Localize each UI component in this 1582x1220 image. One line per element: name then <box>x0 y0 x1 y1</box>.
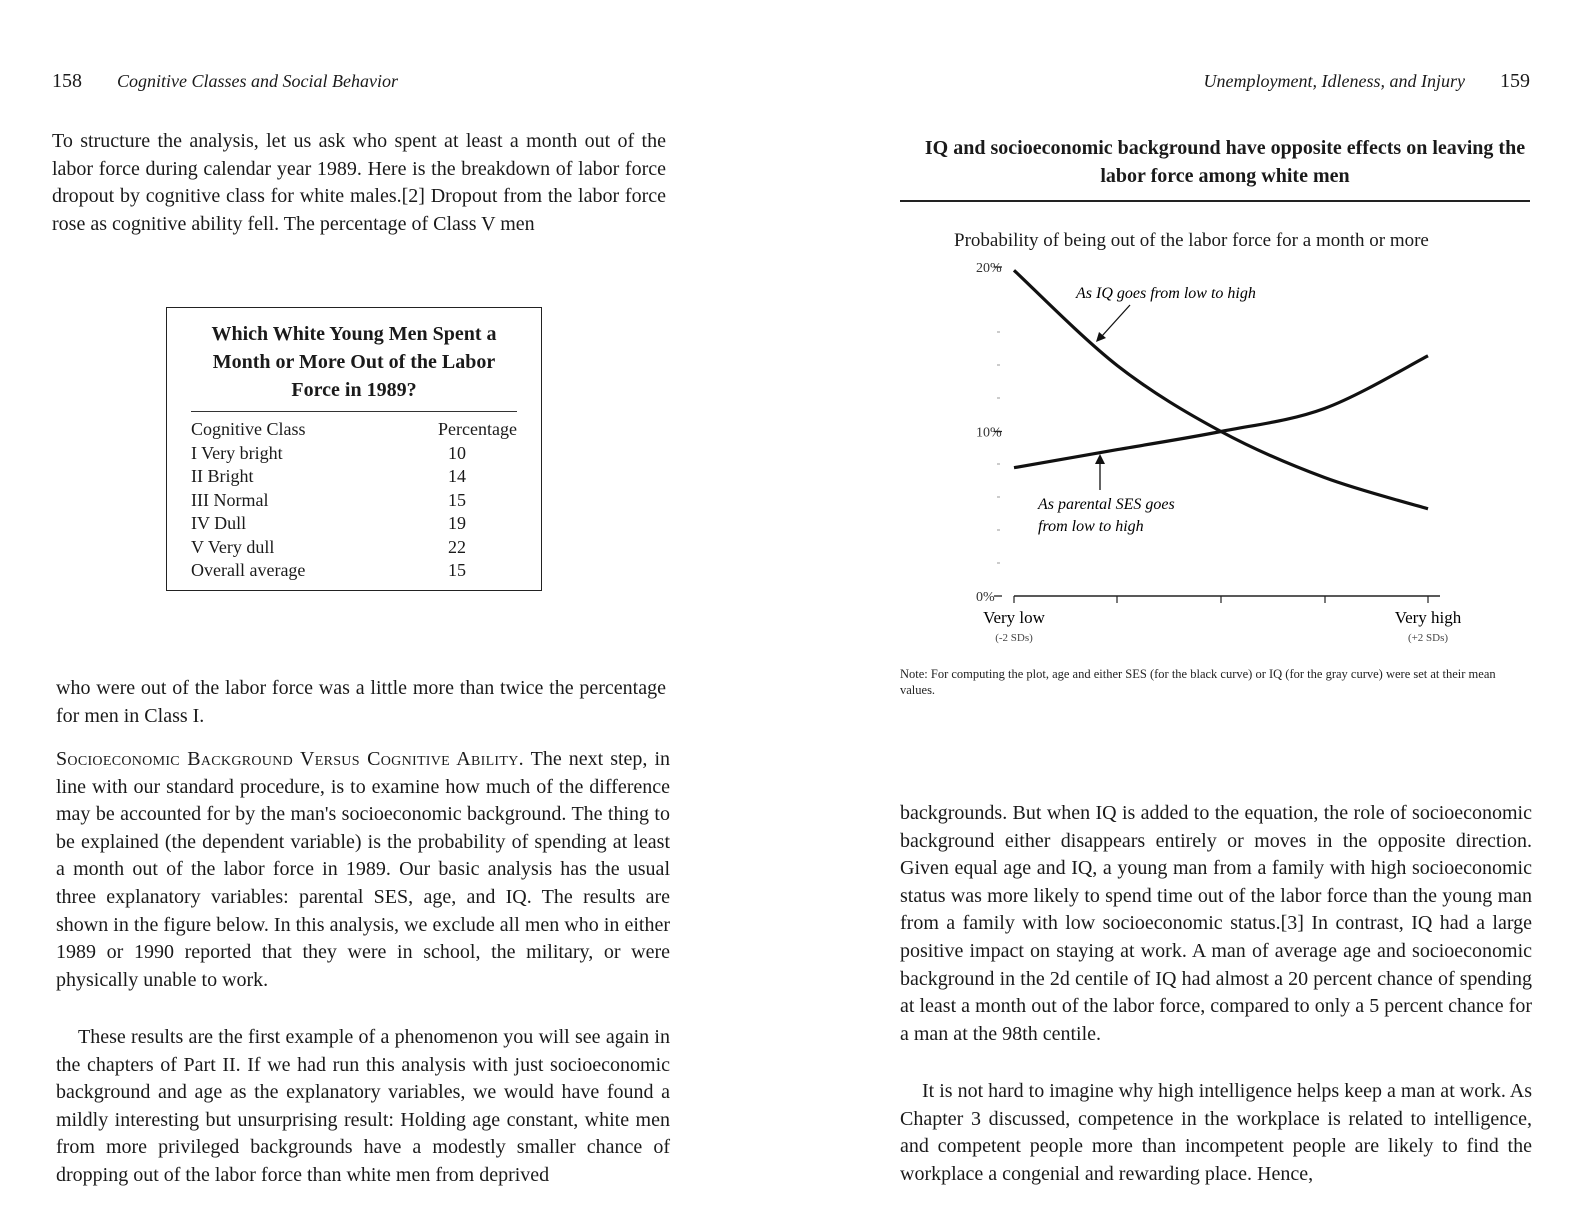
left-running-head <box>52 70 398 93</box>
left-paragraph-3 <box>56 746 670 994</box>
ses-arrow-head <box>1095 454 1105 464</box>
row-label: II Bright <box>191 466 254 486</box>
row-value: 14 <box>448 466 466 486</box>
left-page-number: 158 <box>52 70 82 92</box>
row-value: 10 <box>448 442 466 463</box>
x-tick-label-low: Very low <box>983 608 1045 627</box>
right-paragraph-1: backgrounds. But when IQ is added to the equation, the role of socioeconomic background either disappears entirely or moves in the opposite direction. Given equal age and IQ, a young man from a family with high socioeconomic status was more likely to spend time out of the labor force than the young man from a family with low socioeconomic status.[3] In contrast, IQ had a large positive impact on staying at work. A man of average age and socioeconomic background in the 2d centile of IQ had almost a 20 percent chance of spending at least a month out of the labor force, compared to only a 5 percent chance for a man at the 98th centile. <box>900 802 1532 1045</box>
left-running-title: Cognitive Classes and Social Behavior <box>117 71 398 91</box>
x-tick-sub-low: (-2 SDs) <box>995 632 1033 644</box>
col-header-percentage: Percentage <box>438 419 517 439</box>
row-label: V Very dull <box>191 536 275 557</box>
table-title: Which White Young Men Spent a Month or More Out of the Labor Force in 1989? <box>211 323 497 401</box>
figure-note: Note: For computing the plot, age and either SES (for the black curve) or IQ (for the gray curve) were set at their mean values. <box>900 667 1496 697</box>
left-paragraph-1: To structure the analysis, let us ask who spent at least a month out of the labor force during calendar year 1989. Here is the breakdown of labor force dropout by cognitive class for white males.[2] Dropout from the labor force rose as cognitive ability fell. The percentage of Class V men <box>52 130 666 235</box>
row-value: 19 <box>448 513 466 533</box>
row-value: 22 <box>448 536 466 557</box>
table-row <box>191 512 517 536</box>
table-row <box>191 442 517 466</box>
row-value: 15 <box>448 560 466 580</box>
col-header-class: Cognitive Class <box>191 419 306 439</box>
table-row <box>191 536 517 560</box>
left-paragraph-4: These results are the first example of a phenomenon you will see again in the chapters of Part II. If we had run this analysis with just socioeconomic background and age as the explanatory variables, we would have found a mildly interesting but unsurprising result: Holding age constant, white men from more privileged backgrounds have a modestly smaller chance of dropping out of the labor force than white men from deprived <box>56 1026 670 1186</box>
ses-annotation-line-1: As parental SES goes <box>1038 496 1175 513</box>
table-rule <box>191 411 517 412</box>
row-label: Overall average <box>191 560 306 580</box>
table-row <box>191 559 517 583</box>
left-page <box>0 0 720 1220</box>
figure-title: IQ and socioeconomic background have opposite effects on leaving the labor force among white men <box>924 137 1526 187</box>
table-row <box>191 489 517 513</box>
left-paragraph-2: who were out of the labor force was a little more than twice the percentage for men in Class I. <box>56 677 666 727</box>
y-tick-label: 20% <box>976 261 1002 276</box>
row-label: IV Dull <box>191 513 247 533</box>
row-value: 15 <box>448 489 466 510</box>
right-page-number: 159 <box>1500 70 1530 92</box>
x-tick-label-high: Very high <box>1394 608 1462 627</box>
ses-annotation-line-2: from low to high <box>1038 518 1144 535</box>
iq-annotation-arrow <box>1102 305 1130 336</box>
y-tick-label: 0% <box>976 590 995 605</box>
labor-force-chart <box>880 250 1560 660</box>
dropout-table-box <box>166 307 542 591</box>
right-running-head <box>1204 70 1530 93</box>
dropout-table <box>191 418 517 583</box>
section-heading: Socioeconomic Background Versus Cognitive Ability. <box>56 748 524 770</box>
iq-annotation: As IQ goes from low to high <box>1076 285 1256 302</box>
row-label: III Normal <box>191 489 269 510</box>
right-running-title: Unemployment, Idleness, and Injury <box>1203 71 1465 91</box>
figure-subtitle: Probability of being out of the labor force for a month or more <box>954 230 1429 251</box>
x-tick-sub-high: (+2 SDs) <box>1407 632 1449 644</box>
figure-rule <box>900 200 1530 202</box>
table-header-row <box>191 418 517 442</box>
table-row <box>191 465 517 489</box>
ses-series-line <box>1014 356 1428 468</box>
y-tick-label: 10% <box>976 425 1002 441</box>
row-label: I Very bright <box>191 442 283 463</box>
right-page <box>880 0 1582 1220</box>
left-paragraph-3-text: The next step, in line with our standard procedure, is to examine how much of the difference may be accounted for by the man's socioeconomic background. The thing to be explained (the dependent variable) is the probability of spending at least a month out of the labor force in 1989. Our basic analysis has the usual three explanatory variables: parental SES, age, and IQ. The results are shown in the figure below. In this analysis, we exclude all men who in either 1989 or 1990 reported that they were in school, the military, or were physically unable to work. <box>56 748 670 991</box>
right-paragraph-2: It is not hard to imagine why high intelligence helps keep a man at work. As Chapter 3 discussed, competence in the workplace is related to intelligence, and competent people more than incompetent people are likely to find the workplace a congenial and rewarding place. Hence, <box>900 1080 1532 1185</box>
